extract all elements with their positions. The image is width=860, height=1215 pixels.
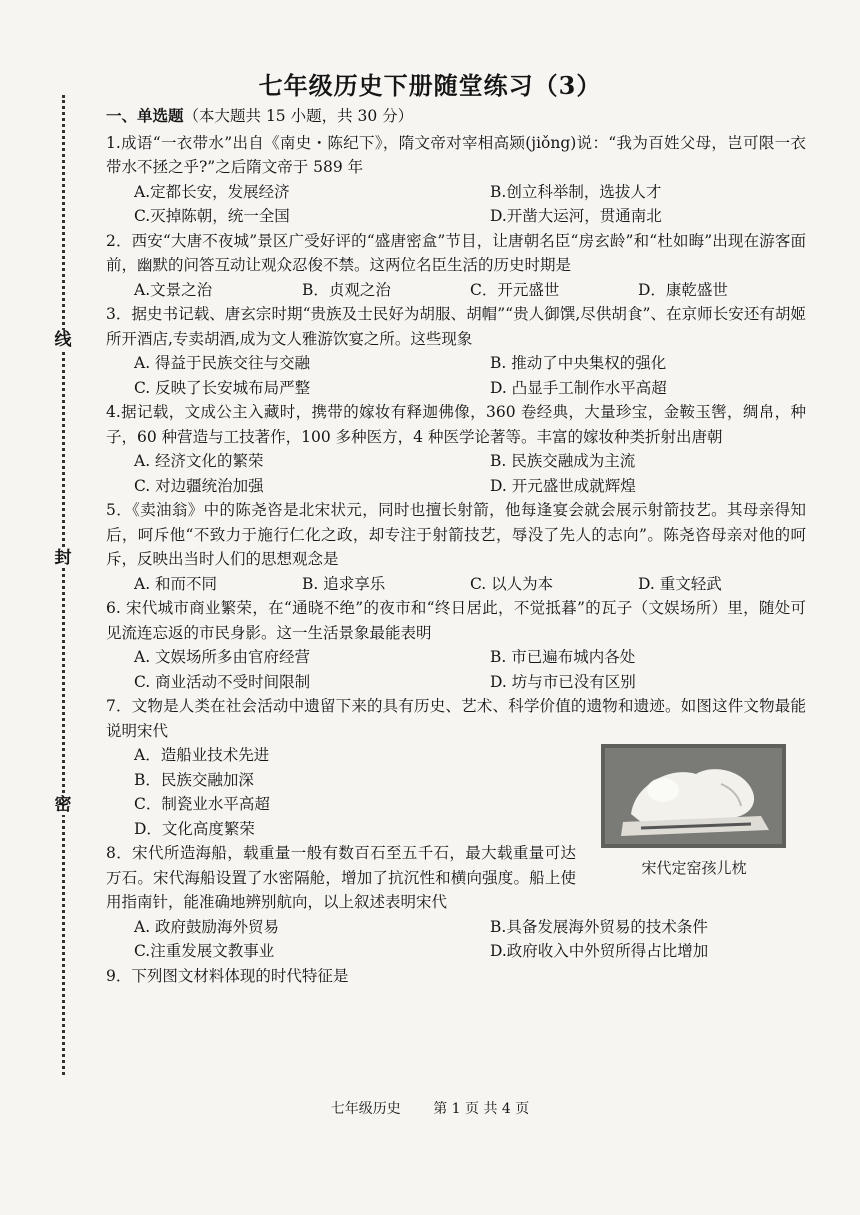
- question-5: [106, 498, 806, 596]
- section-note: （本大题共 15 小题，共 30 分）: [183, 107, 414, 125]
- question-2: [106, 229, 806, 303]
- question-5-option-b[interactable]: B. 追求享乐: [302, 574, 386, 593]
- binding-dotted-line: [62, 95, 65, 1075]
- question-3-option-c[interactable]: C. 反映了长安城布局严整: [134, 378, 311, 397]
- question-8-options: [106, 915, 806, 964]
- question-2-options: [106, 278, 806, 303]
- question-6-option-c[interactable]: C. 商业活动不受时间限制: [134, 672, 311, 691]
- question-1-options: [106, 180, 806, 229]
- question-3-option-d[interactable]: D. 凸显手工制作水平高超: [490, 378, 667, 397]
- question-7-option-c[interactable]: C．制瓷业水平高超: [134, 795, 270, 813]
- relic-pillow-image: [601, 744, 786, 848]
- question-2-option-a[interactable]: A.文景之治: [134, 280, 213, 299]
- question-4-stem: 4.据记载，文成公主入藏时，携带的嫁妆有释迦佛像，360 卷经典，大量珍宝，金鞍玉辔，绸帛，种子，60 种营造与工技著作，100 多种医方，4 种医学论著等。丰富的嫁妆种类折射出唐朝: [106, 403, 806, 446]
- question-4-options: [106, 449, 806, 498]
- question-5-option-c[interactable]: C. 以人为本: [470, 574, 554, 593]
- question-8-option-b[interactable]: B.具备发展海外贸易的技术条件: [490, 917, 708, 936]
- question-6-option-a[interactable]: A. 文娱场所多由官府经营: [134, 648, 311, 666]
- question-6-option-b[interactable]: B. 市已遍布城内各处: [490, 648, 636, 666]
- binding-char-xian: 线: [54, 330, 72, 350]
- section-heading: [106, 104, 806, 129]
- binding-char-feng: 封: [54, 548, 72, 568]
- section-heading-text: 一、单选题: [106, 106, 184, 125]
- question-content: [106, 104, 806, 988]
- question-8-option-c[interactable]: C.注重发展文教事业: [134, 942, 275, 960]
- question-8-option-d[interactable]: D.政府收入中外贸所得占比增加: [490, 942, 709, 960]
- question-1-option-c[interactable]: C.灭掉陈朝，统一全国: [134, 207, 290, 225]
- question-7-options: [106, 743, 554, 841]
- question-4-option-a[interactable]: A. 经济文化的繁荣: [134, 452, 264, 470]
- question-2-option-d[interactable]: D．康乾盛世: [638, 280, 728, 299]
- question-1: [106, 131, 806, 229]
- question-9: [106, 964, 806, 989]
- question-1-option-d[interactable]: D.开凿大运河，贯通南北: [490, 207, 662, 225]
- question-7-stem: 7．文物是人类在社会活动中遗留下来的具有历史、艺术、科学价值的遗物和遗迹。如图这件文物最能说明宋代: [106, 697, 806, 740]
- question-5-option-a[interactable]: A. 和而不同: [134, 574, 218, 593]
- question-4-option-b[interactable]: B. 民族交融成为主流: [490, 452, 636, 470]
- question-3: [106, 302, 806, 400]
- question-3-option-b[interactable]: B. 推动了中央集权的强化: [490, 354, 667, 372]
- question-3-stem: 3．据史书记载、唐玄宗时期“贵族及士民好为胡服、胡帽”“贵人御馔,尽供胡食”、在京师长安还有胡姬所开酒店,专卖胡酒,成为文人雅游饮宴之所。这些现象: [106, 305, 806, 348]
- question-7-option-a[interactable]: A．造船业技术先进: [134, 746, 270, 764]
- question-6-options: [106, 645, 806, 694]
- question-5-options: [106, 572, 806, 597]
- relic-caption: 宋代定窑孩儿枕: [641, 859, 747, 877]
- question-5-stem: 5．《卖油翁》中的陈尧咨是北宋状元，同时也擅长射箭，他每逢宴会就会展示射箭技艺。其母亲得知后，呵斥他“不致力于施行仁化之政，却专注于射箭技艺，辱没了先人的志向”。陈尧咨母亲对他的呵斥，反映出当时人们的思想观念是: [106, 501, 806, 568]
- question-1-option-a[interactable]: A.定都长安，发展经济: [134, 182, 290, 201]
- question-4-option-d[interactable]: D. 开元盛世成就辉煌: [490, 476, 636, 495]
- question-6-option-d[interactable]: D. 坊与市已没有区别: [490, 672, 636, 691]
- question-6: [106, 596, 806, 694]
- question-5-option-d[interactable]: D. 重文轻武: [638, 574, 722, 593]
- question-8-option-a[interactable]: A. 政府鼓励海外贸易: [134, 917, 280, 936]
- question-7-option-d[interactable]: D．文化高度繁荣: [134, 819, 255, 838]
- question-7-option-b[interactable]: B．民族交融加深: [134, 770, 254, 789]
- footer-subject: 七年级历史: [330, 1101, 401, 1117]
- question-4-option-c[interactable]: C. 对边疆统治加强: [134, 476, 264, 495]
- question-4: [106, 400, 806, 498]
- question-1-option-b[interactable]: B.创立科举制，选拔人才: [490, 182, 662, 201]
- footer-page-number: 第 1 页 共 4 页: [433, 1101, 530, 1117]
- page-title: 七年级历史下册随堂练习（3）: [258, 71, 602, 100]
- question-8-stem: 8．宋代所造海船，载重量一般有数百石至五千石，最大载重量可达万石。宋代海船设置了水密隔舱，增加了抗沉性和横向强度。船上使用指南针，能准确地辨别航向，以上叙述表明宋代: [106, 844, 576, 911]
- binding-char-mi: 密: [54, 795, 72, 815]
- question-3-options: [106, 351, 806, 400]
- page-footer: [0, 1098, 860, 1118]
- question-7: [106, 694, 806, 877]
- question-2-option-b[interactable]: B．贞观之治: [302, 280, 391, 299]
- pillow-illustration-icon: [601, 744, 786, 848]
- question-2-stem: 2．西安“大唐不夜城”景区广受好评的“盛唐密盒”节目，让唐朝名臣“房玄龄”和“杜如晦”出现在游客面前，幽默的问答互动让观众忍俊不禁。这两位名臣生活的历史时期是: [106, 231, 806, 274]
- question-1-stem: 1.成语“一衣带水”出自《南史・陈纪下》，隋文帝对宰相高颎(jiǒng)说：“我为百姓父母，岂可限一衣带水不拯之乎?”之后隋文帝于 589 年: [106, 133, 806, 176]
- question-9-stem: 9．下列图文材料体现的时代特征是: [106, 966, 349, 985]
- question-3-option-a[interactable]: A. 得益于民族交往与交融: [134, 354, 311, 372]
- question-2-option-c[interactable]: C．开元盛世: [470, 280, 560, 299]
- question-6-stem: 6. 宋代城市商业繁荣，在“通晓不绝”的夜市和“终日居此，不觉抵暮”的瓦子（文娱场所）里，随处可见流连忘返的市民身影。这一生活景象最能表明: [106, 599, 806, 642]
